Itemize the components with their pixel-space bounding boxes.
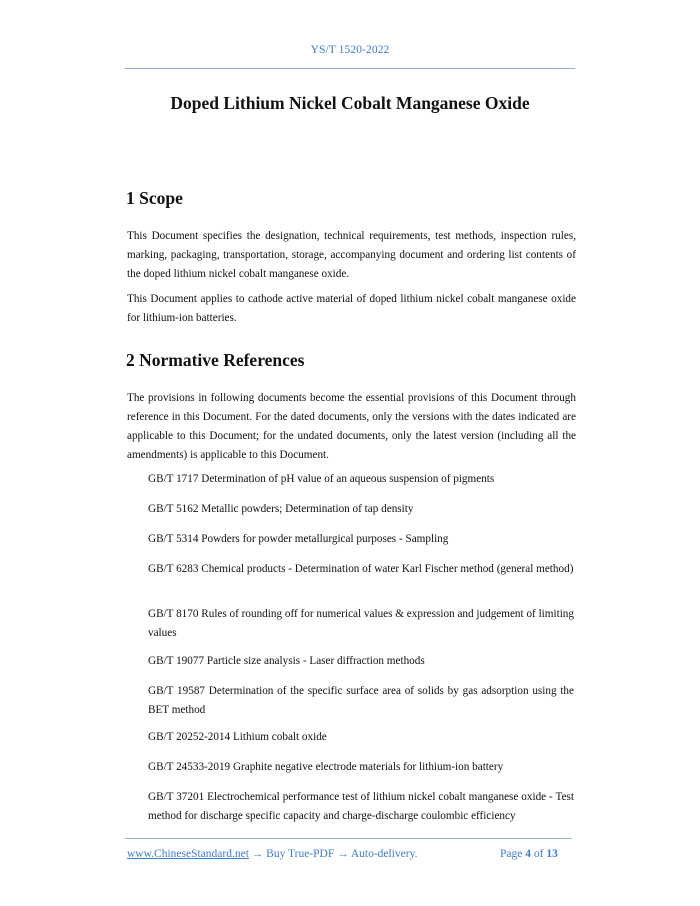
document-title: Doped Lithium Nickel Cobalt Manganese Oxide xyxy=(170,93,530,113)
section-heading-scope: 1 Scope xyxy=(126,188,183,208)
reference-item: GB/T 6283 Chemical products - Determination of water Karl Fischer method (general method) xyxy=(148,563,574,575)
reference-item: GB/T 20252-2014 Lithium cobalt oxide xyxy=(148,731,327,743)
header-divider xyxy=(125,68,575,69)
standard-code: YS/T 1520-2022 xyxy=(310,44,390,56)
reference-item: GB/T 19587 Determination of the specific surface area of solids by gas adsorption using the BET method xyxy=(148,685,574,716)
page-total: 13 xyxy=(546,848,558,860)
reference-item: GB/T 5314 Powders for powder metallurgical purposes - Sampling xyxy=(148,533,449,545)
of-label: of xyxy=(533,848,544,860)
page-indicator xyxy=(500,848,558,860)
reference-item: GB/T 37201 Electrochemical performance test of lithium nickel cobalt manganese oxide - Test method for discharge specific capacity and charge-discharge coulombic efficiency xyxy=(148,791,574,822)
footer-promo xyxy=(127,848,417,860)
reference-item: GB/T 8170 Rules of rounding off for numerical values & expression and judgement of limiting values xyxy=(148,608,574,639)
website-link[interactable]: www.ChineseStandard.net xyxy=(127,848,249,860)
reference-item: GB/T 1717 Determination of pH value of an aqueous suspension of pigments xyxy=(148,473,495,485)
footer-promo-text: → Buy True-PDF → Auto-delivery. xyxy=(248,848,418,860)
section-heading-normative-references: 2 Normative References xyxy=(126,350,305,370)
footer-divider xyxy=(125,838,572,839)
references-intro-paragraph: The provisions in following documents become the essential provisions of this Document through reference in this Document. For the dated documents, only the versions with the dates indicated are applicable to this Document; for the undated documents, only the latest version (including all the amendments) is applicable to this Document. xyxy=(127,392,576,461)
scope-paragraph-2: This Document applies to cathode active material of doped lithium nickel cobalt manganese oxide for lithium-ion batteries. xyxy=(127,293,576,324)
page-label: Page xyxy=(500,848,523,860)
scope-paragraph-1: This Document specifies the designation, technical requirements, test methods, inspection rules, marking, packaging, transportation, storage, accompanying document and ordering list contents of the doped lithium nickel cobalt manganese oxide. xyxy=(127,230,576,280)
page-number: 4 xyxy=(525,848,531,860)
reference-item: GB/T 19077 Particle size analysis - Laser diffraction methods xyxy=(148,655,425,667)
reference-item: GB/T 24533-2019 Graphite negative electrode materials for lithium-ion battery xyxy=(148,761,504,773)
reference-item: GB/T 5162 Metallic powders; Determination of tap density xyxy=(148,503,414,515)
